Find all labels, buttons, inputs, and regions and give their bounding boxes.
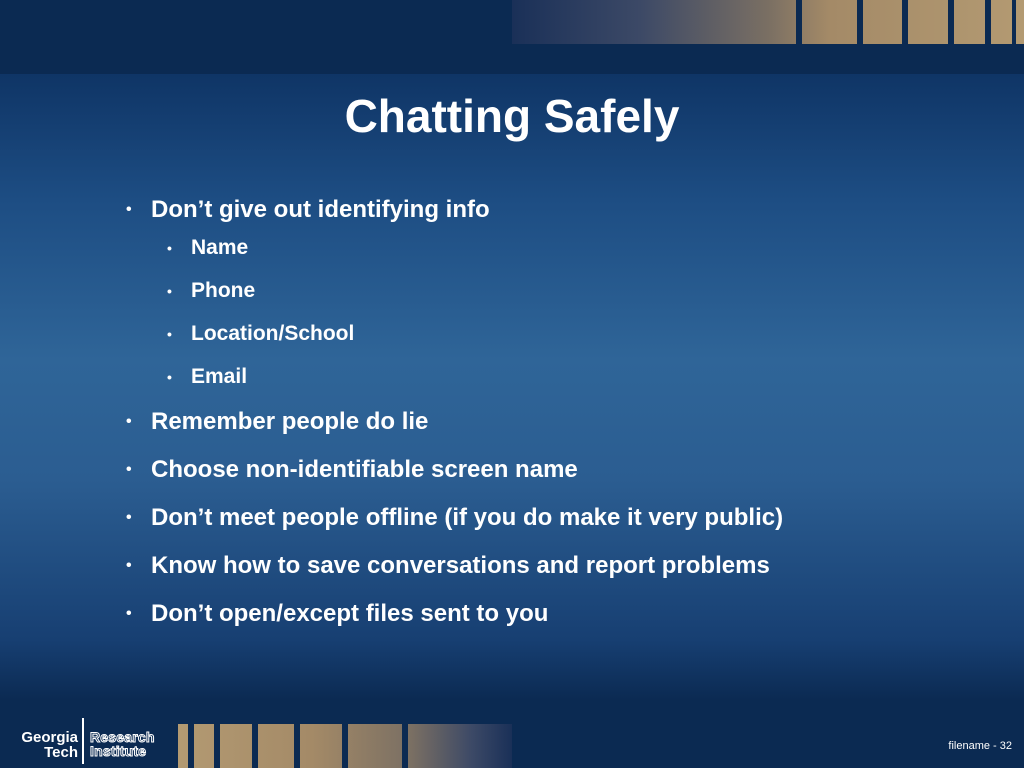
bullet-item [126, 408, 986, 436]
slide-title: Chatting Safely [344, 90, 680, 142]
bullet-text: Choose non-identifiable screen name [151, 456, 578, 483]
sub-bullet-item [126, 236, 986, 260]
bullet-glyph: • [167, 240, 172, 256]
bullet-glyph: • [167, 326, 172, 342]
logo-unit-line2: Institute [90, 743, 147, 759]
sub-bullet-text: Location/School [191, 322, 355, 345]
georgia-tech-research-institute-logo [0, 712, 178, 768]
bullet-item [126, 456, 986, 484]
bottom-gold-stripes [178, 724, 512, 768]
footer-page-label: filename - 32 [948, 740, 1012, 752]
logo-divider [82, 718, 84, 764]
logo-org-name [8, 730, 78, 760]
logo-org-line1: Georgia [21, 729, 78, 746]
top-gold-stripes [512, 0, 1024, 44]
bullet-list [126, 196, 986, 628]
bullet-glyph: • [126, 605, 132, 622]
sub-bullet-text: Phone [191, 279, 256, 302]
sub-bullet-text: Email [191, 365, 248, 388]
bullet-text: Remember people do lie [151, 408, 429, 435]
logo-unit-line1: Research [90, 729, 155, 745]
bullet-text: Don’t give out identifying info [151, 196, 490, 223]
bullet-text: Don’t meet people offline (if you do make it very public) [151, 504, 784, 531]
sub-bullet-item [126, 279, 986, 303]
logo-unit-name [90, 730, 155, 758]
logo-org-line2: Tech [44, 744, 78, 761]
sub-bullet-item [126, 365, 986, 389]
sub-bullet-item [126, 322, 986, 346]
bullet-text: Don’t open/except files sent to you [151, 600, 549, 627]
bullet-item [126, 504, 986, 532]
bullet-item [126, 196, 986, 224]
bullet-glyph: • [126, 509, 132, 526]
bullet-glyph: • [126, 413, 132, 430]
bullet-item [126, 600, 986, 628]
bullet-item [126, 552, 986, 580]
bullet-glyph: • [167, 283, 172, 299]
bullet-glyph: • [167, 369, 172, 385]
bullet-glyph: • [126, 201, 132, 218]
bullet-glyph: • [126, 557, 132, 574]
sub-bullet-text: Name [191, 236, 249, 259]
bullet-glyph: • [126, 461, 132, 478]
bullet-text: Know how to save conversations and report problems [151, 552, 770, 579]
